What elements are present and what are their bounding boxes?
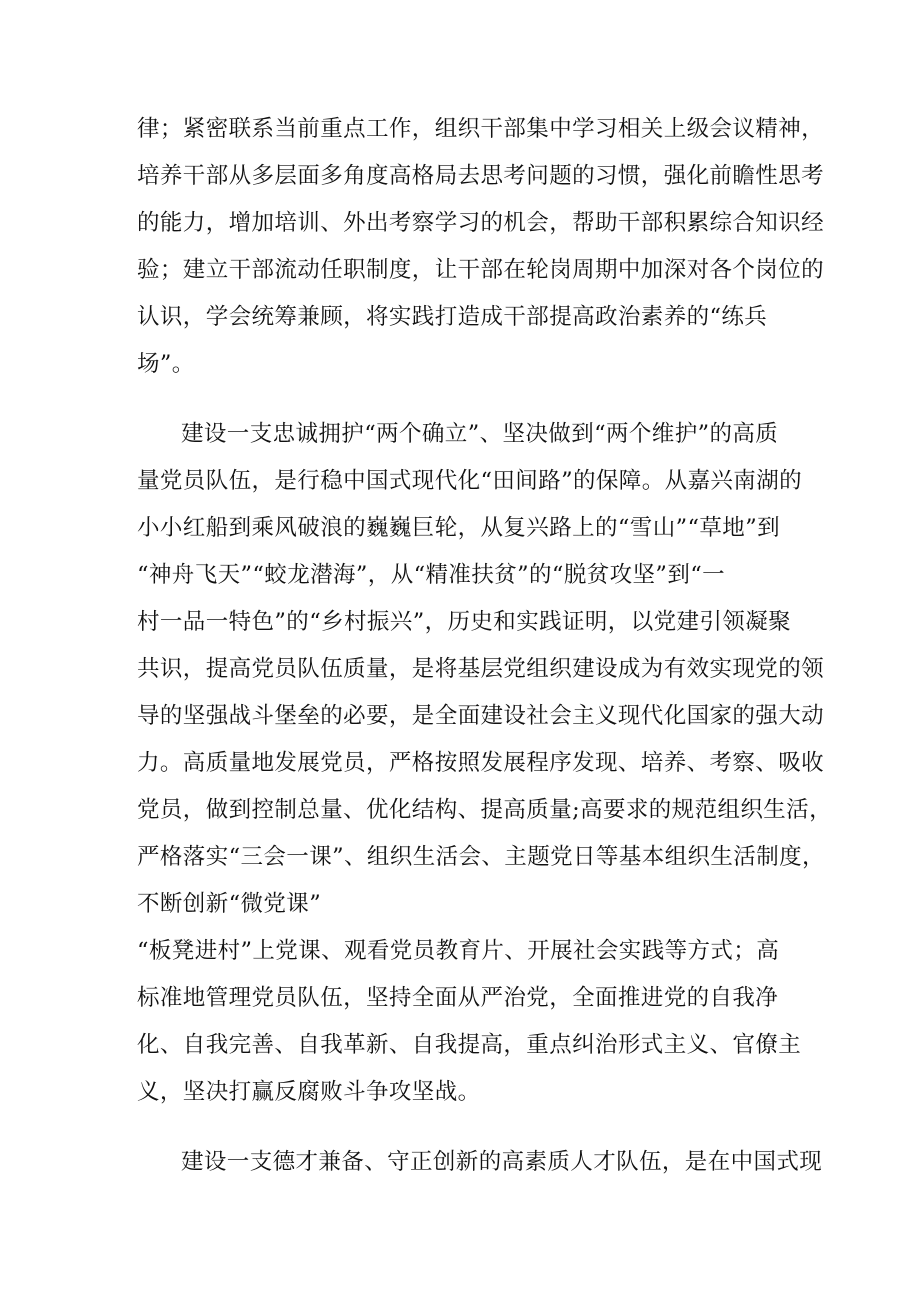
text-line: 党员，做到控制总量、优化结构、提高质量;高要求的规范组织生活， <box>137 797 832 823</box>
text-line: 不断创新“微党课” <box>137 891 322 917</box>
text-line: 认识，学会统筹兼顾，将实践打造成干部提高政治素养的“练兵 <box>137 304 768 330</box>
text-line: 严格落实“三会一课”、组织生活会、主题党日等基本组织生活制度， <box>137 844 825 870</box>
text-line: “板凳进村”上党课、观看党员教育片、开展社会实践等方式；高 <box>137 938 780 964</box>
text-line: 量党员队伍，是行稳中国式现代化“田间路”的保障。从嘉兴南湖的 <box>137 468 803 494</box>
text-line: 律；紧密联系当前重点工作，组织干部集中学习相关上级会议精神， <box>137 116 825 142</box>
text-line: 场”。 <box>137 351 195 377</box>
text-line: 义，坚决打赢反腐败斗争攻坚战。 <box>137 1079 481 1105</box>
text-line: 验；建立干部流动任职制度，让干部在轮岗周期中加深对各个岗位的 <box>137 257 825 283</box>
text-line: 村一品一特色”的“乡村振兴”，历史和实践证明，以党建引领凝聚 <box>137 609 792 635</box>
text-line: 标准地管理党员队伍，坚持全面从严治党，全面推进党的自我净 <box>137 985 779 1011</box>
text-line: 导的坚强战斗堡垒的必要，是全面建设社会主义现代化国家的强大动 <box>137 703 825 729</box>
text-line: 共识，提高党员队伍质量，是将基层党组织建设成为有效实现党的领 <box>137 656 825 682</box>
paragraph-first-line: 建设一支德才兼备、守正创新的高素质人才队伍，是在中国式现 <box>181 1149 823 1175</box>
text-line: 力。高质量地发展党员，严格按照发展程序发现、培养、考察、吸收 <box>137 750 825 776</box>
text-line: 化、自我完善、自我革新、自我提高，重点纠治形式主义、官僚主 <box>137 1032 802 1058</box>
text-line: 培养干部从多层面多角度高格局去思考问题的习惯，强化前瞻性思考 <box>137 163 825 189</box>
text-line: 小小红船到乘风破浪的巍巍巨轮，从复兴路上的“雪山”“草地”到 <box>137 515 781 541</box>
text-line: “神舟飞天”“蛟龙潜海”，从“精准扶贫”的“脱贫攻坚”到“一 <box>137 562 726 588</box>
text-line: 的能力，增加培训、外出考察学习的机会，帮助干部积累综合知识经 <box>137 210 825 236</box>
paragraph-first-line: 建设一支忠诚拥护“两个确立”、坚决做到“两个维护”的高质 <box>181 421 779 447</box>
